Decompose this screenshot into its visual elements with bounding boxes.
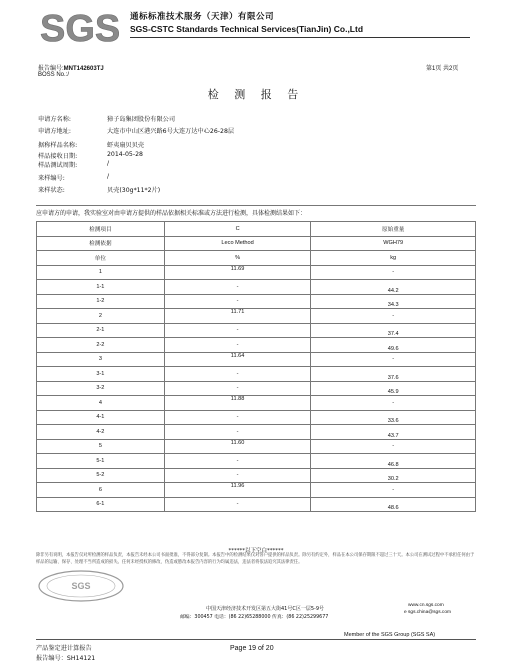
table-header-row	[37, 251, 476, 266]
sample-number-label: 来样编号:	[38, 175, 65, 182]
table-cell: 11.96	[164, 483, 311, 498]
test-statement: 应申请方的申请，我实验室对由申请方提供的样品依据相关标准或方法进行检测，具体检测结果如下：	[36, 210, 307, 217]
table-cell: -	[164, 468, 311, 483]
table-cell: 4-2	[37, 425, 165, 440]
table-cell: 检测项目	[37, 222, 165, 237]
table-row	[37, 454, 476, 469]
table-cell: -	[164, 338, 311, 353]
table-cell: -	[311, 352, 476, 367]
table-cell: 37.4	[311, 323, 476, 338]
table-cell: 49.6	[311, 338, 476, 353]
table-cell: 30.2	[311, 468, 476, 483]
table-cell: -	[164, 425, 311, 440]
table-cell: 检测依据	[37, 236, 165, 251]
table-header-row	[37, 222, 476, 237]
company-seal-stamp	[36, 569, 126, 603]
table-cell: Leco Method	[164, 236, 311, 251]
sample-name-label: 据称样品名称:	[38, 142, 78, 149]
results-table	[36, 221, 476, 512]
table-cell: 33.6	[311, 410, 476, 425]
sample-state-label: 来样状态:	[38, 187, 65, 194]
table-cell: 44.2	[311, 280, 476, 295]
test-period-value: /	[107, 160, 110, 167]
table-cell: 4-1	[37, 410, 165, 425]
table-cell: C	[164, 222, 311, 237]
sample-number-value: /	[107, 173, 110, 180]
table-cell: %	[164, 251, 311, 266]
table-row	[37, 309, 476, 324]
table-cell: 4	[37, 396, 165, 411]
table-cell: 11.64	[164, 352, 311, 367]
footer-address: 中国天津经济技术开发区第五大街41号C区一层5-9号	[206, 606, 325, 612]
table-cell: 1-1	[37, 280, 165, 295]
report-title: 检 测 报 告	[207, 88, 305, 101]
applicant-address-label: 申请方地址:	[38, 128, 72, 135]
sample-state-value: 贝壳(30g*11*2片)	[107, 187, 161, 194]
page-info: 第1页 共2页	[426, 66, 459, 72]
table-row	[37, 367, 476, 382]
table-cell: -	[311, 396, 476, 411]
table-row	[37, 425, 476, 440]
table-cell: 5-2	[37, 468, 165, 483]
table-cell: WGH79	[311, 236, 476, 251]
table-row	[37, 468, 476, 483]
table-cell: -	[311, 439, 476, 454]
table-cell: -	[311, 265, 476, 280]
svg-text:SGS: SGS	[71, 581, 91, 591]
table-cell: -	[164, 367, 311, 382]
table-cell: 2-1	[37, 323, 165, 338]
report-number: 报告编号:MNT142603TJ	[38, 66, 104, 72]
table-cell: 37.6	[311, 367, 476, 382]
table-cell: 48.6	[311, 497, 476, 512]
table-cell: 原始重量	[311, 222, 476, 237]
footer-report-type: 产品鉴定进计算报告	[36, 645, 92, 652]
footer-email-link[interactable]: e sgs.china@sgs.com	[404, 610, 451, 615]
table-cell: 1-2	[37, 294, 165, 309]
table-cell: 2	[37, 309, 165, 324]
table-row	[37, 381, 476, 396]
table-cell: 43.7	[311, 425, 476, 440]
table-cell: -	[164, 280, 311, 295]
table-cell: 6	[37, 483, 165, 498]
table-cell: 11.71	[164, 309, 311, 324]
table-cell: 1	[37, 265, 165, 280]
section-divider	[36, 205, 476, 206]
company-name-cn: 通标标准技术服务（天津）有限公司	[130, 12, 275, 22]
applicant-name-value: 獐子岛集团股份有限公司	[107, 116, 176, 123]
applicant-address-value: 大连市中山区港兴路6号大连万达中心26-28层	[107, 128, 235, 135]
table-cell: 3	[37, 352, 165, 367]
table-cell: 45.9	[311, 381, 476, 396]
table-cell: 3-2	[37, 381, 165, 396]
table-cell: 46.8	[311, 454, 476, 469]
table-cell: 11.60	[164, 439, 311, 454]
table-cell: -	[311, 309, 476, 324]
table-row	[37, 497, 476, 512]
table-row	[37, 265, 476, 280]
table-cell: 11.88	[164, 396, 311, 411]
company-name-en: SGS-CSTC Standards Technical Services(TianJin) Co.,Ltd	[130, 24, 364, 34]
table-cell: 6-1	[37, 497, 165, 512]
table-cell: -	[164, 454, 311, 469]
table-row	[37, 294, 476, 309]
end-of-results-line: ******以下空白******	[228, 548, 284, 554]
table-cell: 3-1	[37, 367, 165, 382]
sgs-logo	[38, 8, 122, 46]
disclaimer-text: 除非另有说明，本报告仅对所检测的样品负责，本报告未经本公司书面批准，不得部分复制。本报告中的检测结果仅对客户提供的样品负责。除另有约定外，样品在本公司保存期限不超过三十天。本公司在测试过程中不承担任何由于样品的运输、保存、处理不当所造成的损失。任何未经授权的修改、伪造或篡改本报告内容的行为均属违法，违法者将依法追究其法律责任。	[36, 553, 475, 565]
table-row	[37, 352, 476, 367]
page-number: Page 19 of 20	[230, 645, 274, 652]
test-period-label: 样品测试周期:	[38, 162, 78, 169]
footer-contact: 邮编：300457 电话：(86 22)65288000 传真：(86 22)25299677	[180, 615, 329, 620]
table-cell: kg	[311, 251, 476, 266]
table-row	[37, 280, 476, 295]
table-cell: 34.3	[311, 294, 476, 309]
table-cell: -	[164, 497, 311, 512]
table-row	[37, 410, 476, 425]
table-row	[37, 338, 476, 353]
table-cell: -	[164, 381, 311, 396]
receive-date-value: 2014-05-28	[107, 151, 143, 158]
sample-name-value: 虾夷扇贝贝壳	[107, 142, 145, 149]
footer-report-number: 报告编号：SH14121	[36, 655, 96, 662]
table-cell: 5-1	[37, 454, 165, 469]
table-cell: -	[164, 410, 311, 425]
footer-website-link[interactable]: www.cn.sgs.com	[408, 603, 444, 608]
table-cell: -	[164, 294, 311, 309]
table-cell: 11.69	[164, 265, 311, 280]
table-row	[37, 483, 476, 498]
table-header-row	[37, 236, 476, 251]
table-cell: 5	[37, 439, 165, 454]
table-row	[37, 323, 476, 338]
member-statement: Member of the SGS Group (SGS SA)	[344, 632, 436, 638]
receive-date-label: 样品接收日期:	[38, 153, 78, 160]
table-cell: 单位	[37, 251, 165, 266]
table-row	[37, 439, 476, 454]
header-rule	[130, 37, 470, 38]
table-cell: -	[164, 323, 311, 338]
applicant-name-label: 申请方名称:	[38, 116, 72, 123]
footer-rule	[36, 639, 476, 640]
boss-number: BOSS No.:/	[38, 72, 70, 78]
svg-text:SGS: SGS	[40, 8, 121, 46]
table-row	[37, 396, 476, 411]
table-cell: -	[311, 483, 476, 498]
table-cell: 2-2	[37, 338, 165, 353]
